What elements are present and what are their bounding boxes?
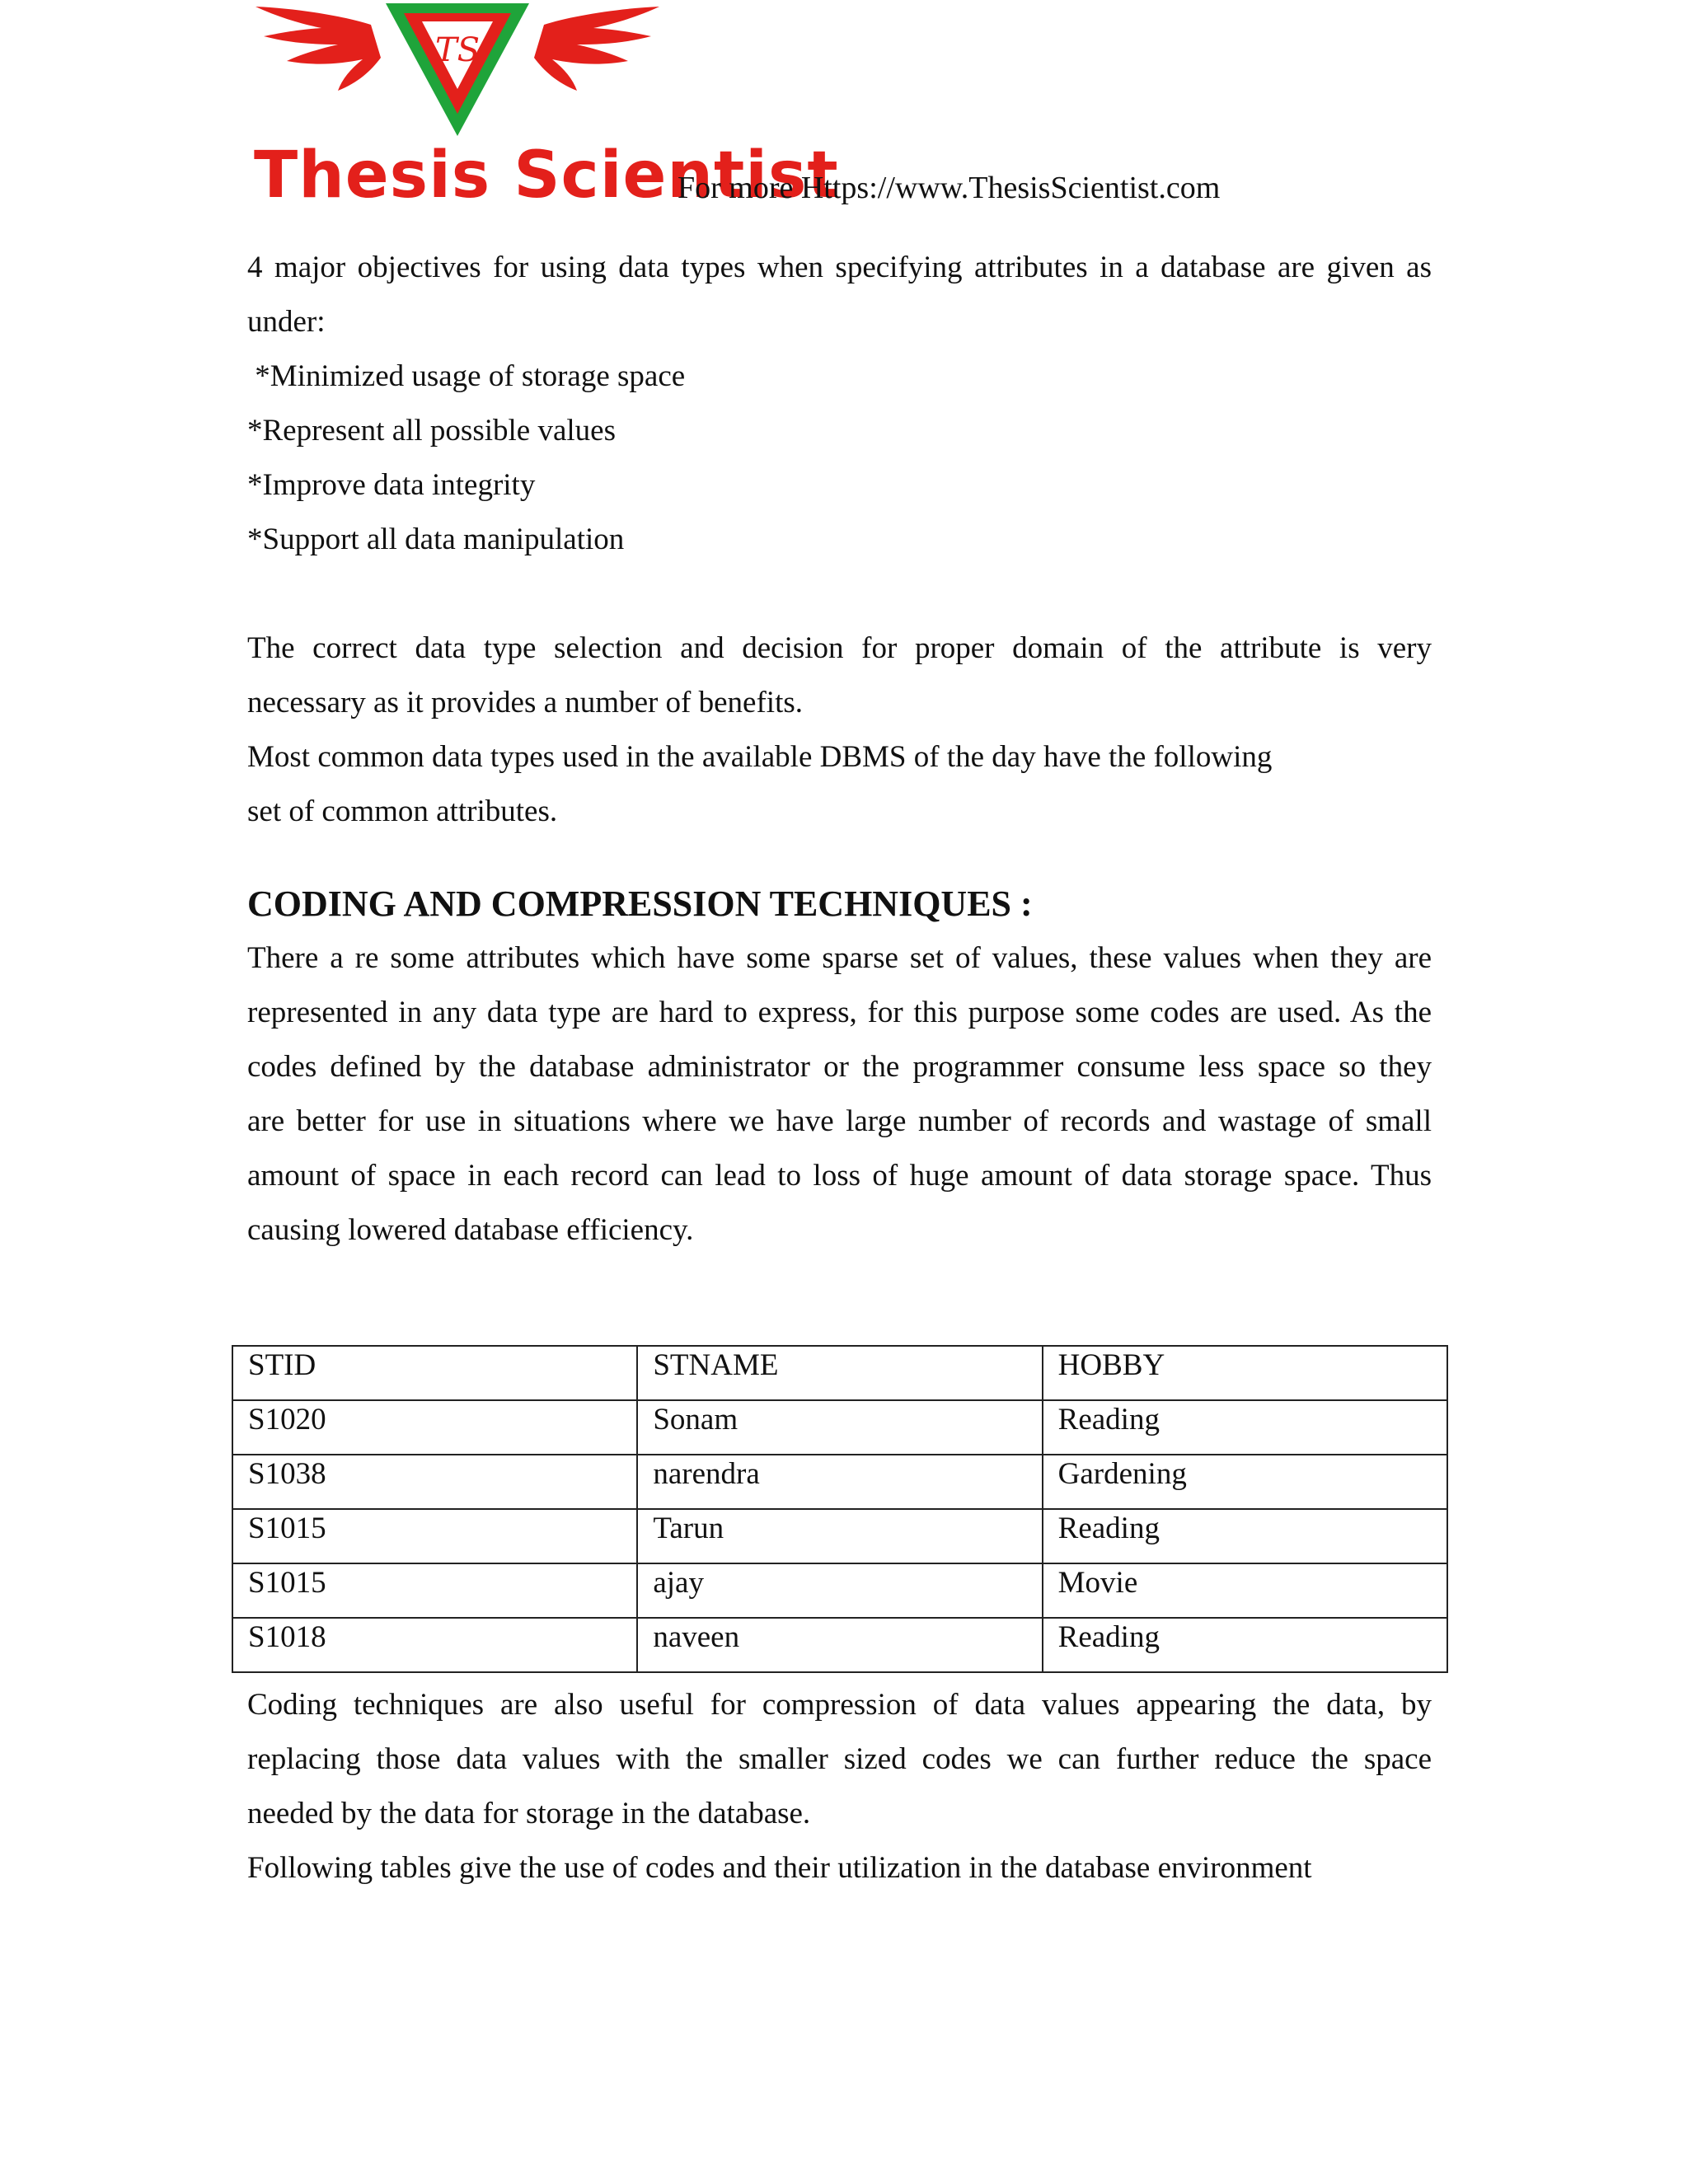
para3-line-1: Most common data types used in the available DBMS of the day have the following [247,740,1273,774]
main-content [247,241,1432,1258]
data-table [232,1345,1448,1673]
objective-item: *Minimized usage of storage space [247,359,686,393]
after-line: replacing those data values with the smaller sized codes we can further reduce the space [247,1742,1432,1776]
table-cell: naveen [637,1618,1042,1672]
section-line: amount of space in each record can lead to loss of huge amount of data storage space. Thus [247,1159,1432,1193]
objective-item: *Support all data manipulation [247,523,625,556]
table-cell: Gardening [1043,1455,1447,1509]
page-header [247,0,1484,214]
table-cell: ajay [637,1563,1042,1618]
after-line: needed by the data for storage in the database. [247,1797,811,1830]
table-row [232,1455,1447,1509]
section-last-line: causing lowered database efficiency. [247,1213,694,1247]
spacer [247,839,1432,877]
spacer [247,567,1432,621]
table-cell: Reading [1043,1509,1447,1563]
table-cell: narendra [637,1455,1042,1509]
table-cell: S1020 [232,1400,637,1455]
section-line: There a re some attributes which have some sparse set of values, these values when they are [247,941,1432,975]
after-line: Following tables give the use of codes and their utilization in the database environment [247,1851,1312,1885]
section-line: represented in any data type are hard to express, for this purpose some codes are used. As the [247,996,1432,1029]
table-cell: Movie [1043,1563,1447,1618]
logo-wordmark: Thesis Scientist [254,138,839,213]
para2-line-2: necessary as it provides a number of benefits. [247,686,804,719]
table-header-row [232,1346,1447,1400]
website-link[interactable]: For more Https://www.ThesisScientist.com [678,171,1221,205]
post-table-content [247,1678,1432,1896]
table-cell: Sonam [637,1400,1042,1455]
table-header-cell: STNAME [637,1346,1042,1400]
after-line: Coding techniques are also useful for compression of data values appearing the data, by [247,1688,1432,1722]
thesis-scientist-logo-icon [247,0,668,140]
section-line: codes defined by the database administrator or the programmer consume less space so they [247,1050,1432,1084]
student-table [232,1345,1448,1673]
table-cell: Reading [1043,1618,1447,1672]
para2-line-1: The correct data type selection and decision for proper domain of the attribute is very [247,631,1432,665]
table-row [232,1509,1447,1563]
table-row [232,1563,1447,1618]
table-cell: Tarun [637,1509,1042,1563]
table-header-cell: HOBBY [1043,1346,1447,1400]
table-row [232,1400,1447,1455]
table-cell: S1038 [232,1455,637,1509]
table-header-cell: STID [232,1346,637,1400]
section-heading: CODING AND COMPRESSION TECHNIQUES : [247,883,1033,924]
logo-mark-text: TS [434,31,481,69]
table-cell: S1018 [232,1618,637,1672]
objective-item: *Represent all possible values [247,414,616,448]
table-cell: Reading [1043,1400,1447,1455]
table-row [232,1618,1447,1672]
table-cell: S1015 [232,1509,637,1563]
intro-line-2: under: [247,305,326,339]
para3-line-2: set of common attributes. [247,794,558,828]
intro-line-1: 4 major objectives for using data types when specifying attributes in a database are given as [247,251,1432,284]
objective-item: *Improve data integrity [247,468,536,502]
section-line: are better for use in situations where we have large number of records and wastage of small [247,1104,1432,1138]
table-cell: S1015 [232,1563,637,1618]
